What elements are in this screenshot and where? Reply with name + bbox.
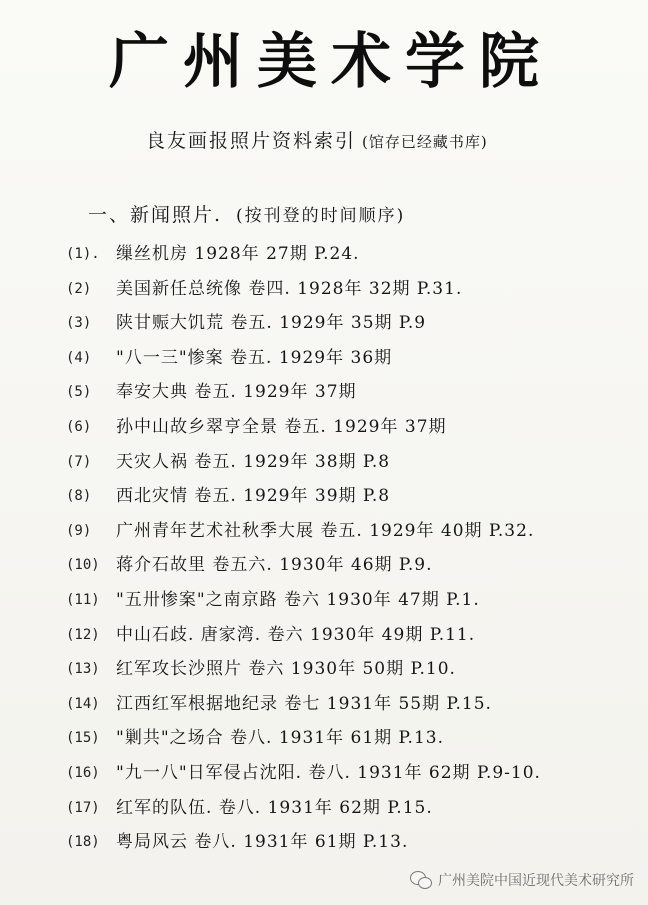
list-item: [0, 345, 648, 371]
entry-number: (17): [66, 800, 100, 816]
entry-text: 西北灾情 卷五. 1929年 39期 P.8: [116, 486, 391, 506]
entry-text: "五卅惨案"之南京路 卷六 1930年 47期 P.1.: [116, 590, 480, 610]
entry-text: "剿共"之场合 卷八. 1931年 61期 P.13.: [116, 728, 444, 748]
entry-text: 红军的队伍. 卷八. 1931年 62期 P.15.: [116, 798, 433, 818]
entry-number: (11): [66, 592, 100, 608]
entry-number: (6): [66, 419, 92, 435]
list-item: [0, 691, 648, 717]
entry-number: (15): [66, 730, 100, 746]
entry-text: 红军攻长沙照片 卷六 1930年 50期 P.10.: [116, 659, 456, 679]
entry-number: (18): [66, 834, 100, 850]
entry-text: 奉安大典 卷五. 1929年 37期: [116, 382, 357, 402]
entry-text: 广州青年艺术社秋季大展 卷五. 1929年 40期 P.32.: [116, 521, 535, 541]
entry-number: (10): [66, 557, 100, 573]
list-item: [0, 414, 648, 440]
entry-text: 蒋介石故里 卷五六. 1930年 46期 P.9.: [116, 555, 433, 575]
list-item: [0, 449, 648, 475]
entry-number: (1).: [66, 246, 100, 262]
section-heading-text: 一、新闻照片.: [88, 204, 223, 226]
watermark: [364, 868, 634, 892]
entry-number: (12): [66, 627, 100, 643]
subtitle-text: 良友画报照片资料索引: [146, 130, 357, 152]
list-item: [0, 622, 648, 648]
section-heading-note: (按刊登的时间顺序): [236, 206, 406, 226]
entry-number: (5): [66, 384, 92, 400]
entry-number: (2): [66, 281, 92, 297]
entry-text: 孙中山故乡翠亨全景 卷五. 1929年 37期: [116, 417, 447, 437]
entry-text: 江西红军根据地纪录 卷七 1931年 55期 P.15.: [116, 694, 492, 714]
entry-number: (14): [66, 696, 100, 712]
list-item: [0, 379, 648, 405]
entry-number: (3): [66, 315, 92, 331]
list-item: [0, 310, 648, 336]
list-item: [0, 795, 648, 821]
subtitle-note: (馆存已经藏书库): [362, 133, 488, 151]
list-item: [0, 725, 648, 751]
wechat-icon: [410, 871, 432, 889]
list-item: [0, 829, 648, 855]
list-item: [0, 518, 648, 544]
entry-text: 中山石歧. 唐家湾. 卷六 1930年 49期 P.11.: [116, 625, 476, 645]
entry-number: (9): [66, 523, 92, 539]
list-item: [0, 656, 648, 682]
entry-number: (8): [66, 488, 92, 504]
list-item: [0, 760, 648, 786]
list-item: [0, 241, 648, 267]
entry-text: 美国新任总统像 卷四. 1928年 32期 P.31.: [116, 279, 463, 299]
entry-text: 缫丝机房 1928年 27期 P.24.: [116, 244, 360, 264]
entry-text: 陕甘赈大饥荒 卷五. 1929年 35期 P.9: [116, 313, 427, 333]
entry-text: "八一三"惨案 卷五. 1929年 36期: [116, 348, 393, 368]
list-item: [0, 483, 648, 509]
entry-text: 天灾人祸 卷五. 1929年 38期 P.8: [116, 452, 391, 472]
list-item: [0, 552, 648, 578]
entry-number: (16): [66, 765, 100, 781]
list-item: [0, 276, 648, 302]
entry-number: (7): [66, 454, 92, 470]
entry-number: (13): [66, 661, 100, 677]
list-item: [0, 587, 648, 613]
document-title: 广州美术学院: [109, 27, 553, 97]
entry-text: 粤局风云 卷八. 1931年 61期 P.13.: [116, 832, 409, 852]
entry-number: (4): [66, 350, 92, 366]
watermark-text: 广州美院中国近现代美术研究所: [438, 873, 634, 889]
entry-text: "九一八"日军侵占沈阳. 卷八. 1931年 62期 P.9-10.: [116, 763, 541, 783]
